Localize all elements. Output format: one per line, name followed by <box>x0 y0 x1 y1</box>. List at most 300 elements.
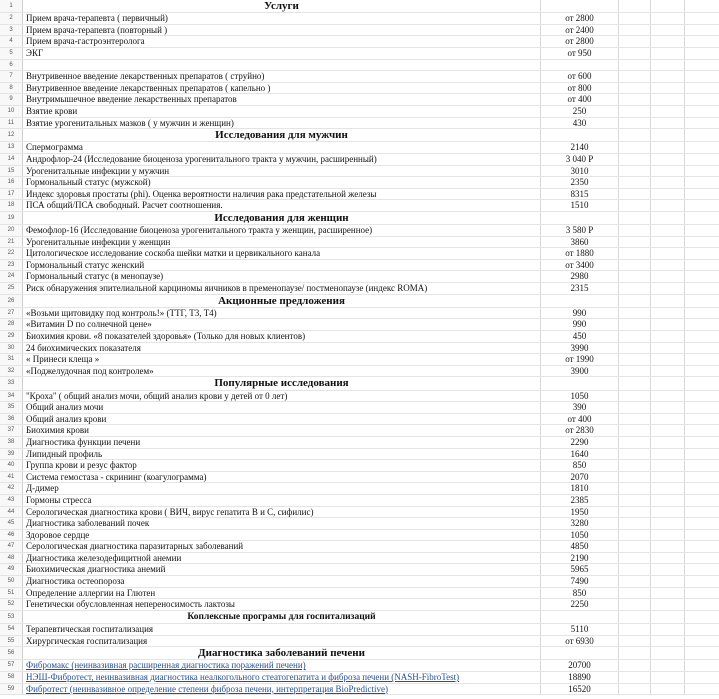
empty-cell[interactable] <box>651 60 685 71</box>
service-name[interactable]: Гормональный статус (в менопаузе) <box>23 271 541 282</box>
empty-cell[interactable] <box>651 48 685 59</box>
service-name[interactable]: ПСА общий/ПСА свободный. Расчет соотношения. <box>23 200 541 211</box>
service-link[interactable]: Фибромакс (неинвазивная расширенная диагностика поражений печени) <box>26 660 306 671</box>
empty-cell[interactable] <box>651 295 685 307</box>
service-price[interactable]: от 1880 <box>541 248 619 259</box>
empty-cell[interactable] <box>685 518 719 529</box>
empty-cell[interactable] <box>651 402 685 413</box>
service-link[interactable]: НЭШ-Фибротест, неинвазивная диагностика неалкогольного стеатогепатита и фиброза печени (NASH-FibroTest) <box>26 672 460 682</box>
empty-cell[interactable] <box>651 588 685 599</box>
service-name[interactable]: Общий анализ крови <box>23 414 541 425</box>
empty-cell[interactable] <box>619 271 651 282</box>
row-number: 47 <box>0 541 23 552</box>
empty-cell[interactable] <box>619 564 651 575</box>
empty-cell[interactable] <box>651 260 685 271</box>
empty-cell[interactable] <box>619 142 651 153</box>
empty-cell[interactable] <box>685 647 719 659</box>
service-price[interactable]: от 2830 <box>541 425 619 436</box>
empty-cell[interactable] <box>685 319 719 330</box>
empty-cell[interactable] <box>619 83 651 94</box>
service-price[interactable]: 3900 <box>541 366 619 377</box>
section-title[interactable]: Акционные предложения <box>23 295 541 307</box>
service-price[interactable]: 3 040 Р <box>541 154 619 165</box>
service-name[interactable]: Хирургическая госпитализация <box>23 636 541 647</box>
service-price[interactable]: 990 <box>541 319 619 330</box>
service-price[interactable]: 1510 <box>541 200 619 211</box>
empty-cell[interactable] <box>685 425 719 436</box>
section-title[interactable]: Коплексные програмы для госпитализаций <box>23 611 541 623</box>
empty-cell[interactable] <box>685 142 719 153</box>
empty-cell[interactable] <box>685 611 719 623</box>
service-price[interactable]: 18890 <box>541 672 619 683</box>
service-name[interactable]: Терапевтическая госпитализация <box>23 624 541 635</box>
empty-cell[interactable] <box>651 437 685 448</box>
empty-cell[interactable] <box>619 391 651 402</box>
empty-cell[interactable] <box>685 495 719 506</box>
empty-cell[interactable] <box>651 129 685 141</box>
empty-cell[interactable] <box>651 71 685 82</box>
empty-cell[interactable] <box>619 118 651 129</box>
service-price[interactable]: 5110 <box>541 624 619 635</box>
empty-cell[interactable] <box>651 425 685 436</box>
empty-cell[interactable] <box>685 660 719 671</box>
empty-cell[interactable] <box>685 48 719 59</box>
service-name[interactable]: Риск обнаружения эпителиальной карциномы яичников в пременопаузе/ постменопаузе (индекс ROMA) <box>23 283 541 294</box>
service-name[interactable]: Взятие крови <box>23 106 541 117</box>
service-name[interactable]: Диагностика заболеваний почек <box>23 518 541 529</box>
empty-cell[interactable] <box>651 553 685 564</box>
empty-cell[interactable] <box>651 0 685 12</box>
service-name[interactable]: Андрофлор-24 (Исследование биоценоза урогенитального тракта у мужчин, расширенный) <box>23 154 541 165</box>
service-name[interactable]: Прием врача-терапевта ( первичный) <box>23 13 541 24</box>
empty-cell[interactable] <box>685 36 719 47</box>
service-name[interactable]: «Поджелудочная под контролем» <box>23 366 541 377</box>
service-price[interactable]: 2980 <box>541 271 619 282</box>
empty-cell[interactable] <box>651 308 685 319</box>
empty-cell[interactable] <box>651 366 685 377</box>
service-name[interactable]: Биохимическая диагностика анемий <box>23 564 541 575</box>
service-price[interactable]: 2385 <box>541 495 619 506</box>
empty-cell[interactable] <box>619 660 651 671</box>
service-price[interactable]: 1050 <box>541 530 619 541</box>
empty-cell[interactable] <box>651 271 685 282</box>
service-name[interactable]: Гормоны стресса <box>23 495 541 506</box>
service-price[interactable]: 250 <box>541 106 619 117</box>
service-name[interactable]: Здоровое сердце <box>23 530 541 541</box>
empty-cell[interactable] <box>685 118 719 129</box>
empty-cell[interactable] <box>651 472 685 483</box>
empty-cell[interactable] <box>619 295 651 307</box>
service-name[interactable]: Фемофлор-16 (Исследование биоценоза урогенитального тракта у женщин, расширенное) <box>23 225 541 236</box>
service-price[interactable]: 2290 <box>541 437 619 448</box>
service-price[interactable] <box>541 647 619 659</box>
empty-cell[interactable] <box>651 354 685 365</box>
service-name[interactable]: Цитологическое исследование соскоба шейки матки и цервикального канала <box>23 248 541 259</box>
empty-cell[interactable] <box>685 83 719 94</box>
service-link[interactable]: Фибротест (неинвазивное определение степени фиброза печени, интерпретация BioPredictive) <box>26 683 389 694</box>
service-price[interactable]: 2190 <box>541 553 619 564</box>
empty-cell[interactable] <box>685 354 719 365</box>
service-price[interactable]: 3280 <box>541 518 619 529</box>
service-price[interactable]: 3010 <box>541 166 619 177</box>
empty-cell[interactable] <box>619 414 651 425</box>
empty-cell[interactable] <box>685 472 719 483</box>
empty-cell[interactable] <box>619 36 651 47</box>
service-name[interactable]: Прием врача-гастроэнтеролога <box>23 36 541 47</box>
empty-cell[interactable] <box>619 260 651 271</box>
service-price[interactable]: 7490 <box>541 576 619 587</box>
service-price[interactable]: 450 <box>541 331 619 342</box>
empty-cell[interactable] <box>651 177 685 188</box>
empty-cell[interactable] <box>685 200 719 211</box>
empty-cell[interactable] <box>619 599 651 610</box>
empty-cell[interactable] <box>651 343 685 354</box>
empty-cell[interactable] <box>651 660 685 671</box>
empty-cell[interactable] <box>651 483 685 494</box>
service-price[interactable]: 390 <box>541 402 619 413</box>
empty-cell[interactable] <box>619 588 651 599</box>
service-price[interactable] <box>541 60 619 71</box>
service-price[interactable]: 990 <box>541 308 619 319</box>
empty-cell[interactable] <box>619 402 651 413</box>
empty-cell[interactable] <box>651 189 685 200</box>
service-name[interactable]: 24 биохимических показателя <box>23 343 541 354</box>
section-title[interactable]: Исследования для мужчин <box>23 129 541 141</box>
empty-cell[interactable] <box>619 507 651 518</box>
empty-cell[interactable] <box>651 507 685 518</box>
empty-cell[interactable] <box>651 13 685 24</box>
service-price[interactable]: 4850 <box>541 541 619 552</box>
service-price[interactable] <box>541 129 619 141</box>
empty-cell[interactable] <box>685 0 719 12</box>
empty-cell[interactable] <box>685 437 719 448</box>
empty-cell[interactable] <box>651 248 685 259</box>
service-price[interactable]: от 2400 <box>541 25 619 36</box>
service-name[interactable]: Урогенитальные инфекции у мужчин <box>23 166 541 177</box>
service-price[interactable]: 1050 <box>541 391 619 402</box>
empty-cell[interactable] <box>651 449 685 460</box>
empty-cell[interactable] <box>685 507 719 518</box>
empty-cell[interactable] <box>619 189 651 200</box>
empty-cell[interactable] <box>619 553 651 564</box>
empty-cell[interactable] <box>651 672 685 683</box>
empty-cell[interactable] <box>651 624 685 635</box>
section-title[interactable]: Услуги <box>23 0 541 12</box>
empty-cell[interactable] <box>619 225 651 236</box>
empty-cell[interactable] <box>685 71 719 82</box>
empty-cell[interactable] <box>685 94 719 105</box>
empty-cell[interactable] <box>619 460 651 471</box>
empty-cell[interactable] <box>651 564 685 575</box>
empty-cell[interactable] <box>685 366 719 377</box>
empty-cell[interactable] <box>685 377 719 389</box>
empty-cell[interactable] <box>619 212 651 224</box>
empty-cell[interactable] <box>685 672 719 683</box>
empty-cell[interactable] <box>685 564 719 575</box>
service-name[interactable]: Гормональный статус женский <box>23 260 541 271</box>
service-name[interactable]: « Принеси клеща » <box>23 354 541 365</box>
service-price[interactable] <box>541 212 619 224</box>
service-price[interactable]: от 2800 <box>541 13 619 24</box>
service-price[interactable] <box>541 0 619 12</box>
service-name[interactable]: Серологическая диагностика крови ( ВИЧ, вирус гепатита В и С, сифилис) <box>23 507 541 518</box>
service-price[interactable]: 3860 <box>541 237 619 248</box>
empty-cell[interactable] <box>685 248 719 259</box>
empty-cell[interactable] <box>651 94 685 105</box>
service-price[interactable]: 1950 <box>541 507 619 518</box>
empty-cell[interactable] <box>685 449 719 460</box>
service-name[interactable]: Внутривенное введение лекарственных препаратов ( струйно) <box>23 71 541 82</box>
empty-cell[interactable] <box>651 460 685 471</box>
empty-cell[interactable] <box>685 402 719 413</box>
empty-cell[interactable] <box>685 225 719 236</box>
service-name[interactable]: Биохимия крови <box>23 425 541 436</box>
empty-cell[interactable] <box>651 283 685 294</box>
empty-cell[interactable] <box>685 331 719 342</box>
empty-cell[interactable] <box>619 0 651 12</box>
empty-cell[interactable] <box>651 142 685 153</box>
service-name[interactable]: ЭКГ <box>23 48 541 59</box>
table-row <box>0 142 719 154</box>
service-name[interactable]: «Витамин D по солнечной цене» <box>23 319 541 330</box>
empty-cell[interactable] <box>685 295 719 307</box>
empty-cell[interactable] <box>685 530 719 541</box>
service-price[interactable]: 3990 <box>541 343 619 354</box>
empty-cell[interactable] <box>619 624 651 635</box>
service-price[interactable]: 2315 <box>541 283 619 294</box>
empty-cell[interactable] <box>651 237 685 248</box>
empty-cell[interactable] <box>651 377 685 389</box>
empty-cell[interactable] <box>619 48 651 59</box>
service-name[interactable]: Урогенитальные инфекции у женщин <box>23 237 541 248</box>
service-name[interactable]: "Кроха" ( общий анализ мочи, общий анализ крови у детей от 0 лет) <box>23 391 541 402</box>
empty-cell[interactable] <box>651 166 685 177</box>
service-name[interactable]: Прием врача-терапевта (повторный ) <box>23 25 541 36</box>
empty-cell[interactable] <box>619 576 651 587</box>
empty-cell[interactable] <box>685 391 719 402</box>
empty-cell[interactable] <box>619 248 651 259</box>
empty-cell[interactable] <box>651 495 685 506</box>
empty-cell[interactable] <box>619 530 651 541</box>
empty-cell[interactable] <box>685 60 719 71</box>
empty-cell[interactable] <box>619 308 651 319</box>
empty-cell[interactable] <box>685 271 719 282</box>
empty-cell[interactable] <box>619 518 651 529</box>
service-price[interactable] <box>541 611 619 623</box>
empty-cell[interactable] <box>619 354 651 365</box>
service-name[interactable] <box>23 672 541 683</box>
empty-cell[interactable] <box>685 624 719 635</box>
empty-cell[interactable] <box>651 118 685 129</box>
empty-cell[interactable] <box>685 154 719 165</box>
empty-cell[interactable] <box>685 189 719 200</box>
empty-cell[interactable] <box>619 25 651 36</box>
empty-cell[interactable] <box>685 212 719 224</box>
empty-cell[interactable] <box>619 200 651 211</box>
empty-cell[interactable] <box>619 449 651 460</box>
empty-cell[interactable] <box>651 599 685 610</box>
empty-cell[interactable] <box>651 684 685 695</box>
empty-cell[interactable] <box>619 425 651 436</box>
empty-cell[interactable] <box>685 13 719 24</box>
empty-cell[interactable] <box>651 576 685 587</box>
empty-cell[interactable] <box>619 541 651 552</box>
service-name[interactable]: Спермограмма <box>23 142 541 153</box>
service-name[interactable]: Определение аллергии на Глютен <box>23 588 541 599</box>
empty-cell[interactable] <box>619 283 651 294</box>
service-price[interactable]: 2250 <box>541 599 619 610</box>
service-price[interactable]: от 3400 <box>541 260 619 271</box>
empty-cell[interactable] <box>619 237 651 248</box>
empty-cell[interactable] <box>619 684 651 695</box>
empty-cell[interactable] <box>685 308 719 319</box>
service-name[interactable]: Группа крови и резус фактор <box>23 460 541 471</box>
service-price[interactable]: от 400 <box>541 94 619 105</box>
service-name[interactable] <box>23 684 541 695</box>
service-price[interactable]: 430 <box>541 118 619 129</box>
empty-cell[interactable] <box>619 437 651 448</box>
empty-cell[interactable] <box>619 60 651 71</box>
service-price[interactable]: 5965 <box>541 564 619 575</box>
empty-cell[interactable] <box>685 460 719 471</box>
service-price[interactable]: 20700 <box>541 660 619 671</box>
section-title[interactable]: Исследования для женщин <box>23 212 541 224</box>
service-name[interactable]: Серологическая диагностика паразитарных заболеваний <box>23 541 541 552</box>
empty-cell[interactable] <box>685 166 719 177</box>
service-name[interactable]: Внутривенное введение лекарственных препаратов ( капельно ) <box>23 83 541 94</box>
service-price[interactable]: 3 580 Р <box>541 225 619 236</box>
service-price[interactable]: от 400 <box>541 414 619 425</box>
service-price[interactable]: от 2800 <box>541 36 619 47</box>
service-price[interactable]: от 1990 <box>541 354 619 365</box>
empty-cell[interactable] <box>685 636 719 647</box>
empty-cell[interactable] <box>685 283 719 294</box>
service-price[interactable]: 16520 <box>541 684 619 695</box>
empty-cell[interactable] <box>685 541 719 552</box>
empty-cell[interactable] <box>685 576 719 587</box>
empty-cell[interactable] <box>651 518 685 529</box>
service-name[interactable]: Система гемостаза - скрининг (коагулограмма) <box>23 472 541 483</box>
empty-cell[interactable] <box>651 414 685 425</box>
service-price[interactable] <box>541 295 619 307</box>
empty-cell[interactable] <box>651 106 685 117</box>
empty-cell[interactable] <box>619 366 651 377</box>
empty-cell[interactable] <box>685 414 719 425</box>
empty-cell[interactable] <box>619 611 651 623</box>
service-name[interactable]: Взятие урогенитальных мазков ( у мужчин и женщин) <box>23 118 541 129</box>
service-name[interactable]: Внутримышечное введение лекарственных препаратов <box>23 94 541 105</box>
empty-cell[interactable] <box>619 166 651 177</box>
service-name[interactable]: Диагностика железодефицитной анемии <box>23 553 541 564</box>
empty-cell[interactable] <box>651 319 685 330</box>
empty-cell[interactable] <box>619 672 651 683</box>
empty-cell[interactable] <box>619 483 651 494</box>
service-price[interactable]: от 600 <box>541 71 619 82</box>
empty-cell[interactable] <box>619 319 651 330</box>
empty-cell[interactable] <box>619 106 651 117</box>
empty-cell[interactable] <box>685 237 719 248</box>
empty-cell[interactable] <box>651 225 685 236</box>
empty-cell[interactable] <box>685 343 719 354</box>
service-price[interactable]: от 950 <box>541 48 619 59</box>
empty-cell[interactable] <box>619 71 651 82</box>
empty-cell[interactable] <box>685 588 719 599</box>
section-title[interactable]: Диагностика заболеваний печени <box>23 647 541 659</box>
service-price[interactable]: 1640 <box>541 449 619 460</box>
empty-cell[interactable] <box>651 200 685 211</box>
empty-cell[interactable] <box>651 83 685 94</box>
service-name[interactable]: Липидный профиль <box>23 449 541 460</box>
empty-cell[interactable] <box>685 260 719 271</box>
empty-cell[interactable] <box>619 177 651 188</box>
service-price[interactable]: 850 <box>541 460 619 471</box>
empty-cell[interactable] <box>619 13 651 24</box>
empty-cell[interactable] <box>685 553 719 564</box>
service-name[interactable]: Диагностика функции печени <box>23 437 541 448</box>
service-name[interactable]: Биохимия крови. «8 показателей здоровья» (Только для новых клиентов) <box>23 331 541 342</box>
empty-cell[interactable] <box>619 377 651 389</box>
empty-cell[interactable] <box>651 154 685 165</box>
empty-cell[interactable] <box>619 472 651 483</box>
empty-cell[interactable] <box>651 611 685 623</box>
empty-cell[interactable] <box>651 391 685 402</box>
service-name[interactable]: Индекс здоровья простаты (phi). Оценка вероятности наличия рака предстательной железы <box>23 189 541 200</box>
service-name[interactable]: Генетически обусловленная непереносимость лактозы <box>23 599 541 610</box>
section-title[interactable]: Популярные исследования <box>23 377 541 389</box>
empty-cell[interactable] <box>651 541 685 552</box>
service-price[interactable]: 2140 <box>541 142 619 153</box>
empty-cell[interactable] <box>619 129 651 141</box>
service-price[interactable]: 8315 <box>541 189 619 200</box>
empty-cell[interactable] <box>651 331 685 342</box>
service-name[interactable]: Общий анализ мочи <box>23 402 541 413</box>
empty-cell[interactable] <box>685 129 719 141</box>
empty-cell[interactable] <box>685 106 719 117</box>
empty-cell[interactable] <box>685 599 719 610</box>
empty-cell[interactable] <box>619 647 651 659</box>
empty-cell[interactable] <box>619 495 651 506</box>
empty-cell[interactable] <box>685 25 719 36</box>
empty-cell[interactable] <box>619 343 651 354</box>
service-price[interactable]: от 6930 <box>541 636 619 647</box>
service-name[interactable]: Диагностика остеопороза <box>23 576 541 587</box>
empty-cell[interactable] <box>651 636 685 647</box>
empty-cell[interactable] <box>651 647 685 659</box>
empty-cell[interactable] <box>619 94 651 105</box>
service-name[interactable]: Гормональный статус (мужской) <box>23 177 541 188</box>
service-name[interactable]: Д-димер <box>23 483 541 494</box>
empty-cell[interactable] <box>651 530 685 541</box>
service-name[interactable]: «Возьми щитовидку под контроль!» (ТТГ, Т3, Т4) <box>23 308 541 319</box>
empty-cell[interactable] <box>651 36 685 47</box>
service-price[interactable]: 2070 <box>541 472 619 483</box>
empty-cell[interactable] <box>685 177 719 188</box>
empty-cell[interactable] <box>651 212 685 224</box>
service-name[interactable] <box>23 60 541 71</box>
service-price[interactable]: 2350 <box>541 177 619 188</box>
empty-cell[interactable] <box>619 331 651 342</box>
service-price[interactable] <box>541 377 619 389</box>
service-name[interactable] <box>23 660 541 671</box>
service-price[interactable]: 850 <box>541 588 619 599</box>
empty-cell[interactable] <box>651 25 685 36</box>
empty-cell[interactable] <box>619 154 651 165</box>
service-price[interactable]: от 800 <box>541 83 619 94</box>
service-price[interactable]: 1810 <box>541 483 619 494</box>
empty-cell[interactable] <box>685 684 719 695</box>
empty-cell[interactable] <box>619 636 651 647</box>
empty-cell[interactable] <box>685 483 719 494</box>
